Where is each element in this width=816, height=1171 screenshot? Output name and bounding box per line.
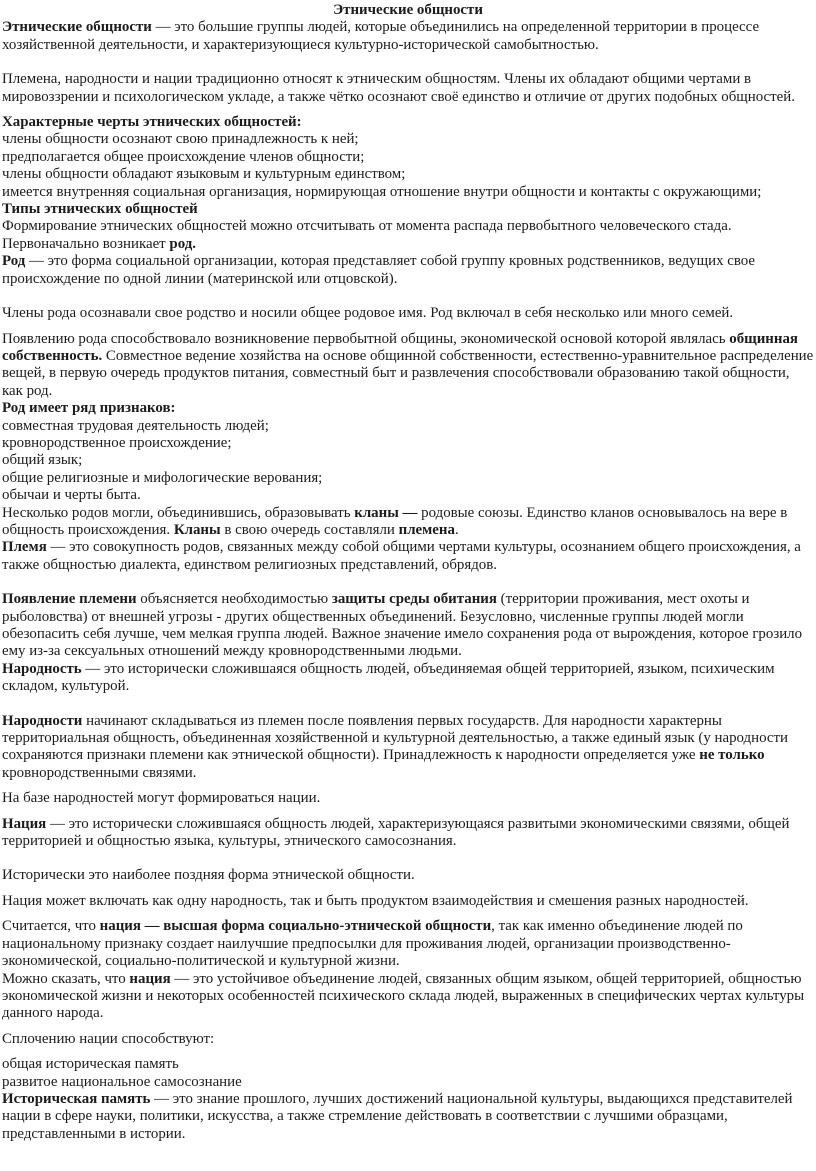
rod-sign-item: кровнородственное происхождение; (2, 434, 232, 451)
text: Несколько родов могли, объединившись, образовывать (2, 504, 355, 521)
term: не только (699, 747, 765, 764)
nations-base: На базе народностей могут формироваться нации. (2, 790, 321, 807)
text: Первоначально возникает (2, 235, 170, 252)
clans-paragraph (2, 505, 814, 540)
text: начинают складываться из племен после появления первых государств. Для народности характерны территориальная общность, объединенная хозяйственной и культурной деятельностью, а также единый язык (у народности сохраняются признаки племени как этнической общности). Принадлежность к народности определяется уже (2, 712, 788, 764)
heading-text: Род имеет ряд признаков: (2, 400, 176, 417)
narodnost-formation (2, 713, 814, 783)
cohesion-item: общая историческая память (2, 1056, 179, 1073)
naciya-includes: Нация может включать как одну народность, так и быть продуктом взаимодействия и смешения разных народностей. (2, 892, 749, 909)
term: Этнические общности (2, 19, 152, 36)
rod-definition (2, 253, 814, 288)
text: Совместное ведение хозяйства на основе общинной собственности, естественно-уравнительное распределение вещей, в первую очередь продуктов питания, совместный быт и развлечения способствовали образованию такой общности, как род. (2, 347, 814, 399)
term: Кланы (173, 521, 221, 538)
cohesion-heading: Сплочению нации способствуют: (2, 1030, 215, 1047)
text: — это устойчивое объединение людей, связанных общим языком, общей территорией, общностью экономической жизни и некоторых особенностей психического склада людей, выраженных в специфических чертах культуры данного народа. (2, 970, 805, 1022)
term: защиты среды обитания (331, 591, 497, 608)
features-heading (2, 114, 814, 131)
term: род. (169, 235, 196, 252)
community-paragraph (2, 331, 814, 401)
rod-sign-item: общий язык; (2, 452, 83, 469)
definition-text: — это исторически сложившаяся общность людей, характеризующаяся развитыми экономическими связями, общей территорией и общностью языка, культуры, этнического самосознания. (2, 815, 790, 850)
naciya-highest (2, 918, 814, 970)
types-heading (2, 201, 814, 218)
naciya-late: Исторически это наиболее поздняя форма этнической общности. (2, 867, 415, 884)
term: нация (129, 970, 171, 987)
term: Народность (2, 660, 82, 677)
types-text: Формирование этнических общностей можно отсчитывать от момента распада первобытного человеческого стада. (2, 218, 732, 235)
rod-members: Члены рода осознавали свое родство и носили общее родовое имя. Род включал в себя несколько или много семей. (2, 305, 734, 322)
features-item: члены общности обладают языковым и культурным единством; (2, 166, 406, 183)
definition-text: — это форма социальной организации, которая представляет собой группу кровных родственников, ведущих свое происхождение по одной линии (материнской или отцовской). (2, 253, 756, 287)
rod-sign-item: общие религиозные и мифологические верования; (2, 469, 323, 486)
text: в свою очередь составляли (220, 521, 399, 538)
term: Историческая память (2, 1090, 151, 1107)
term: Племя (2, 539, 47, 556)
document-title: Этнические общности (333, 2, 483, 18)
rod-sign-item: совместная трудовая деятельность людей; (2, 417, 269, 434)
naciya-definition (2, 816, 814, 851)
heading-text: Характерные черты этнических общностей: (2, 114, 302, 131)
narodnost-definition (2, 661, 814, 696)
term: Нация (2, 815, 47, 832)
term: Появление племени (2, 591, 137, 608)
tribes-nations-paragraph: Племена, народности и нации традиционно относят к этническим общностям. Члены их обладают общими чертами в мировоззрении и психологическом укладе, а также чётко осознают своё единство и отличие от других подобных общностей. (2, 71, 795, 105)
rod-signs-heading (2, 400, 814, 417)
definition-text: — это совокупность родов, связанных между собой общими чертами культуры, осознанием общего происхождения, а также общностью диалекта, единством религиозных представлений, обрядов. (2, 539, 801, 573)
text: Появлению рода способствовало возникновение первобытной общины, экономической основой которой являлась (2, 330, 730, 347)
text: Можно сказать, что (2, 970, 130, 987)
term: Народности (2, 712, 83, 729)
text: , так как именно объединение людей по национальному признаку создает наилучшие предпосылки для проживания людей, организации производственно-экономической, социально-политической и культурной жизни. (2, 918, 743, 970)
rod-sign-item: обычаи и черты быта. (2, 487, 141, 504)
term: общинная собственность. (2, 330, 798, 364)
memory-definition (2, 1091, 814, 1143)
text: кровнородственными связями. (2, 764, 197, 781)
term: Род (2, 253, 26, 270)
text: Считается, что (2, 918, 100, 935)
text: объясняется необходимостью (136, 591, 332, 608)
heading-text: Типы этнических общностей (2, 201, 198, 218)
features-item: члены общности осознают свою принадлежность к ней; (2, 131, 359, 148)
features-item: предполагается общее происхождение членов общности; (2, 148, 365, 165)
cohesion-item: развитое национальное самосознание (2, 1073, 242, 1090)
rod-intro (2, 236, 814, 253)
text: (территории проживания, мест охоты и рыболовства) от внешней угрозы - других общественных объединений. Безусловно, численные группы людей могли обезопасить себя лучше, чем мелкая группа людей. Важное значение имело сохранения рода от вырождения, которое грозило ему из-за сексуальных отношений между кровнородственными людьми. (2, 591, 803, 660)
plemya-definition (2, 539, 814, 574)
plemya-origin-paragraph (2, 591, 814, 661)
naciya-stable (2, 971, 814, 1023)
features-item: имеется внутренняя социальная организация, нормирующая отношение внутри общности и контакты с окружающими; (2, 183, 762, 200)
text: . (454, 521, 459, 538)
term: племена (398, 521, 455, 538)
definition-text: — это исторически сложившаяся общность людей, объединяемая общей территорией, языком, психическим складом, культурой. (2, 660, 775, 695)
text: родовые союзы. Единство кланов основывалось на вере в общность происхождения. (2, 504, 788, 538)
term: нация — высшая форма социально-этнической общности (99, 918, 492, 935)
term: кланы — (354, 504, 418, 521)
definition-text: — это большие группы людей, которые объединились на определенной территории в процессе хозяйственной деятельности, и характеризующиеся культурно-исторической самобытностью. (2, 19, 760, 53)
ethnic-communities-definition (2, 19, 814, 54)
definition-text: — это знание прошлого, лучших достижений национальной культуры, выдающихся представителей нации в сфере науки, политики, искусства, а также стремление действовать в соответствии с лучшими образцами, представленными в истории. (2, 1090, 793, 1142)
